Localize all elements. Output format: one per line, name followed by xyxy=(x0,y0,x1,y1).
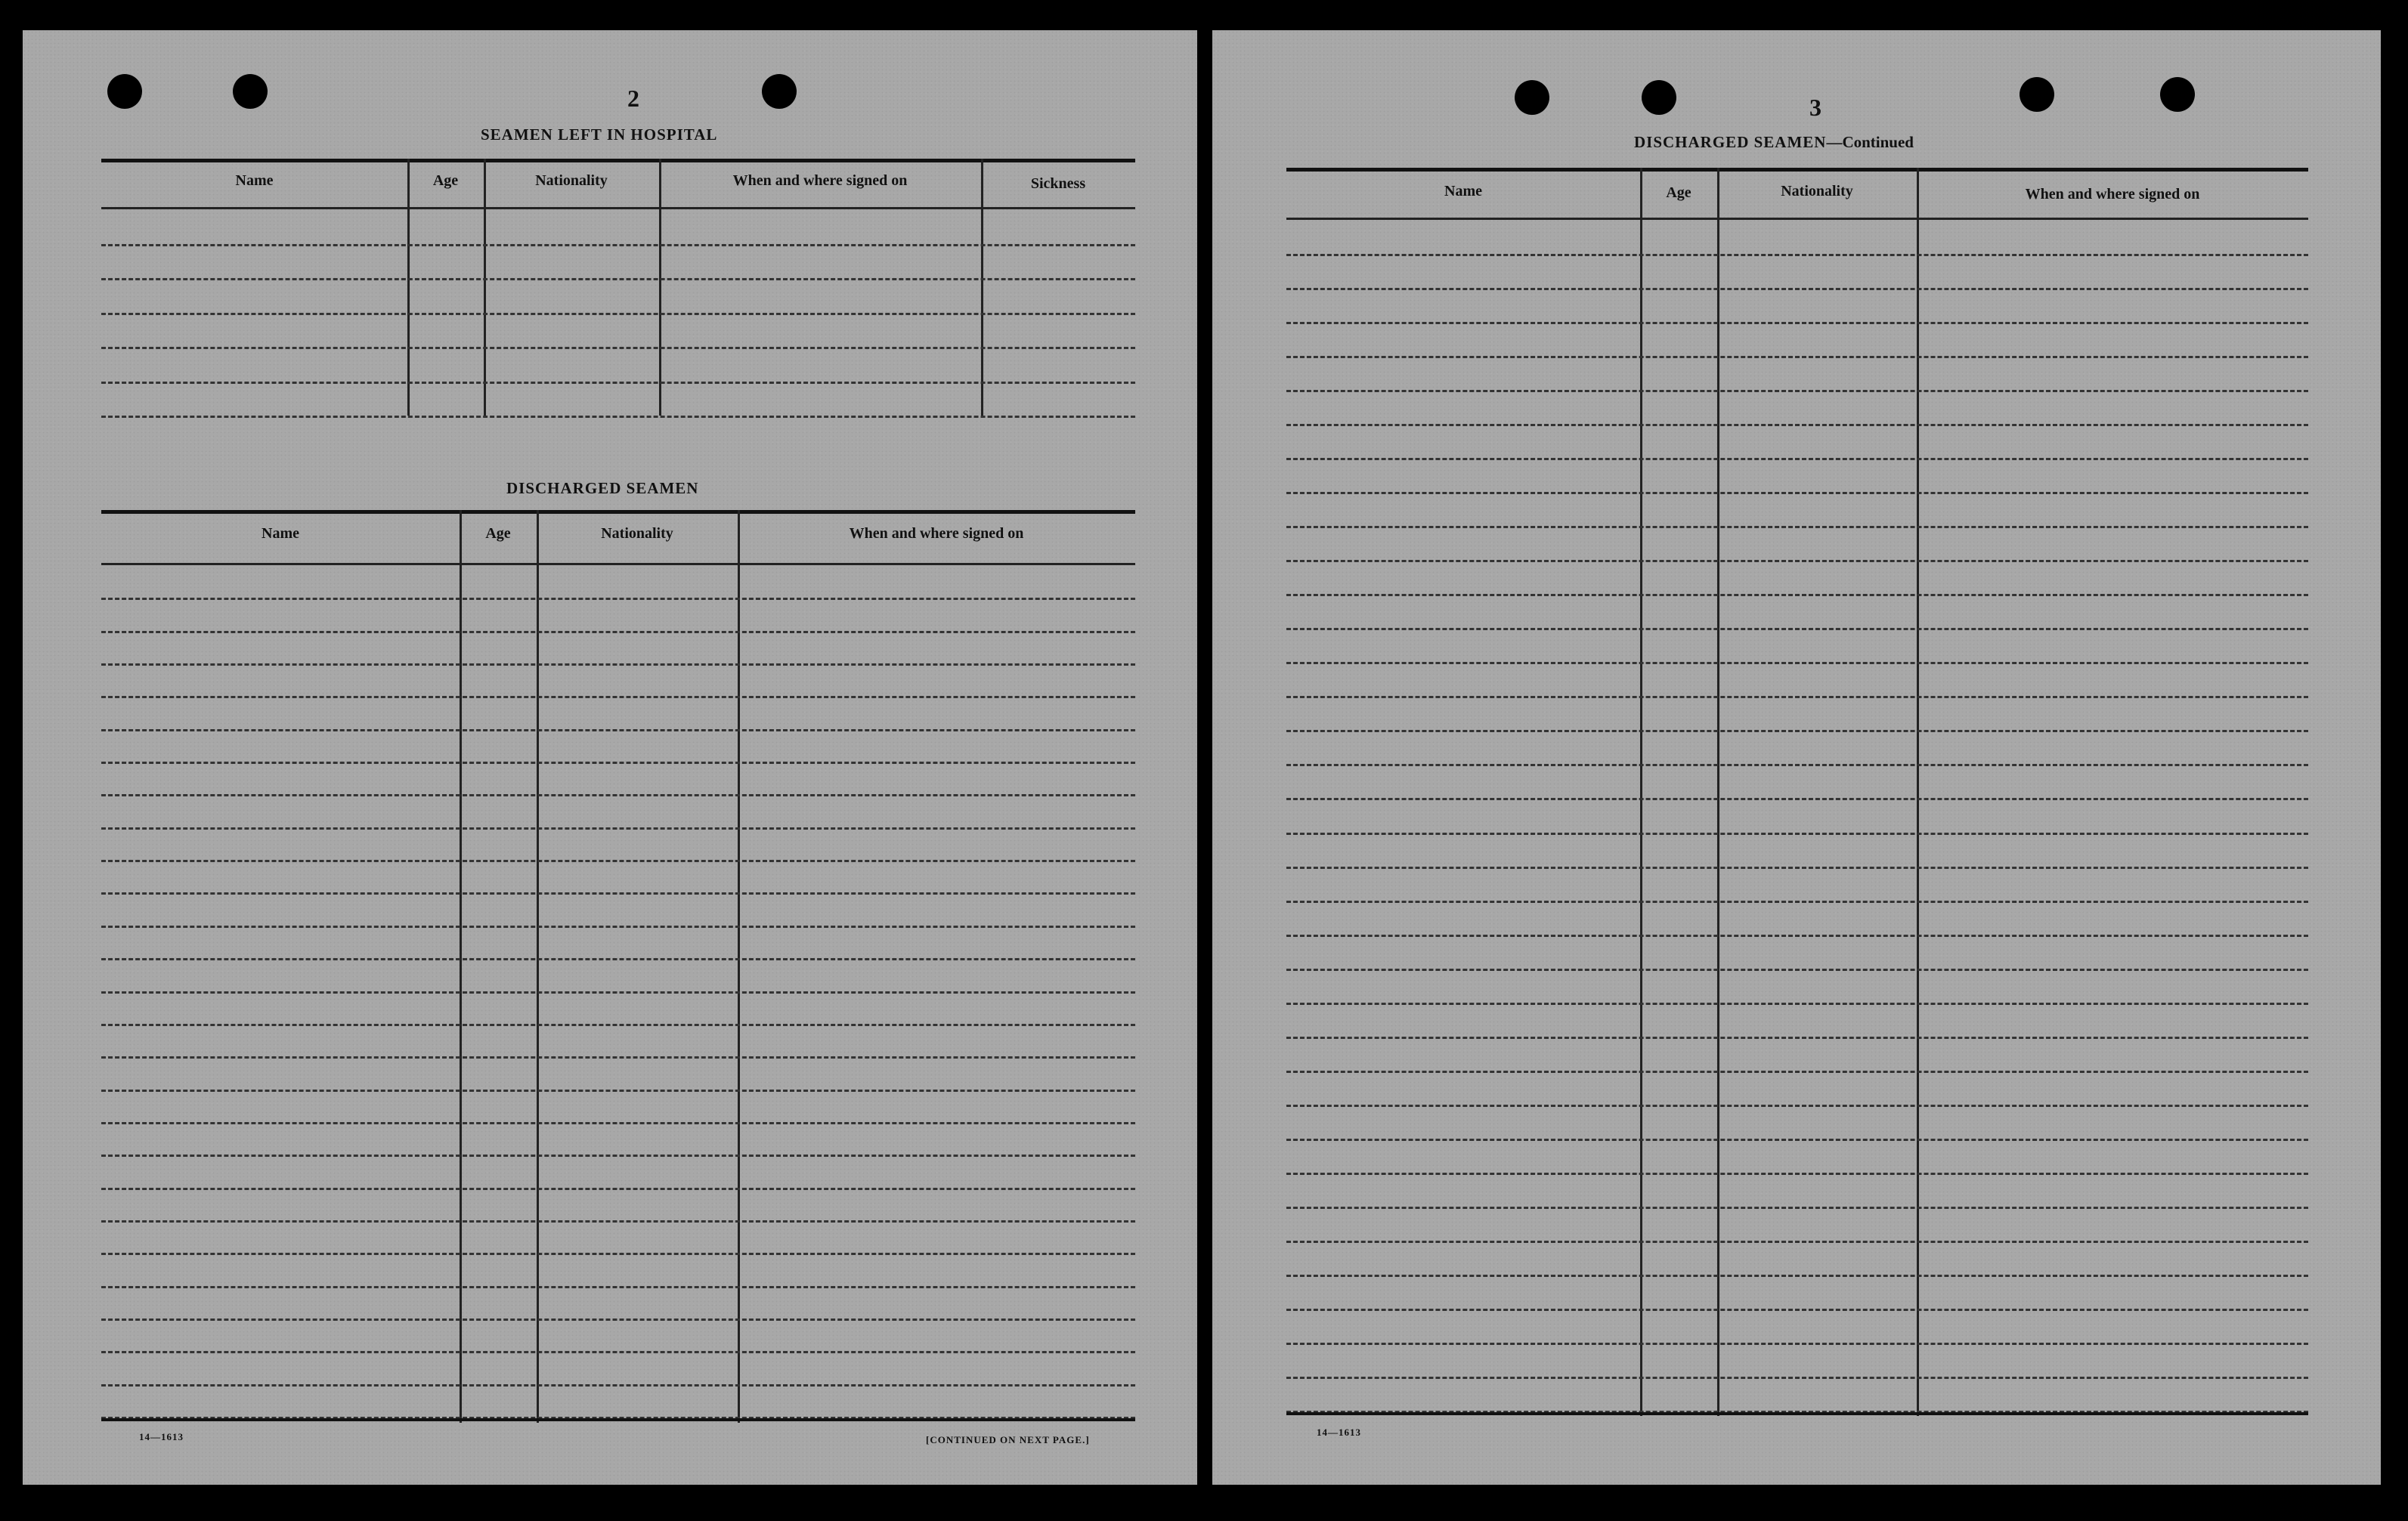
table-row xyxy=(1286,356,2308,358)
table-row xyxy=(101,1024,1135,1026)
table-row xyxy=(1286,560,2308,562)
table-row xyxy=(101,1286,1135,1288)
table-row xyxy=(1286,1275,2308,1277)
punch-hole xyxy=(1515,80,1549,115)
continued-note: [CONTINUED ON NEXT PAGE.] xyxy=(926,1434,1090,1445)
column-header-sickness: Sickness xyxy=(1030,175,1086,192)
table-row xyxy=(1286,424,2308,426)
table-row xyxy=(1286,628,2308,630)
column-divider xyxy=(1917,168,1919,1416)
table-row xyxy=(101,1056,1135,1059)
table-top-rule xyxy=(101,159,1135,162)
discharged-section-title: DISCHARGED SEAMEN xyxy=(506,479,699,497)
table-row xyxy=(1286,867,2308,869)
table-row xyxy=(1286,764,2308,766)
table-row xyxy=(1286,935,2308,937)
table-row xyxy=(101,926,1135,928)
table-row xyxy=(101,278,1135,280)
table-row xyxy=(1286,1037,2308,1039)
table-row xyxy=(101,762,1135,764)
table-row xyxy=(101,631,1135,633)
table-row xyxy=(101,1155,1135,1157)
page-number: 2 xyxy=(627,85,639,112)
table-row xyxy=(101,991,1135,994)
column-header-signed-on: When and where signed on xyxy=(849,525,1024,542)
header-rule xyxy=(101,207,1135,209)
column-header-name: Name xyxy=(262,525,299,542)
table-row xyxy=(1286,1309,2308,1311)
table-row xyxy=(101,794,1135,796)
punch-hole xyxy=(2020,77,2054,112)
punch-hole xyxy=(107,74,142,109)
table-row xyxy=(101,892,1135,895)
table-row xyxy=(1286,390,2308,392)
table-row xyxy=(1286,696,2308,698)
left-page xyxy=(23,30,1197,1485)
table-row xyxy=(1286,662,2308,664)
punch-hole xyxy=(233,74,268,109)
table-row xyxy=(1286,526,2308,528)
column-header-name: Name xyxy=(1444,183,1482,199)
page-number: 3 xyxy=(1809,94,1821,121)
table-row xyxy=(101,1384,1135,1387)
table-row xyxy=(101,1351,1135,1353)
title-text: DISCHARGED SEAMEN xyxy=(1634,133,1827,151)
table-row xyxy=(1286,1377,2308,1379)
table-row xyxy=(1286,798,2308,800)
table-row xyxy=(101,347,1135,349)
right-page xyxy=(1212,30,2381,1485)
table-row xyxy=(101,1122,1135,1124)
table-row xyxy=(101,860,1135,862)
discharged-seamen-table xyxy=(101,510,1135,1428)
table-row xyxy=(101,382,1135,384)
table-row xyxy=(101,416,1135,418)
column-header-signed-on: When and where signed on xyxy=(732,172,908,189)
punch-hole xyxy=(2160,77,2195,112)
table-row xyxy=(101,1253,1135,1255)
column-header-age: Age xyxy=(432,172,459,189)
table-row xyxy=(101,827,1135,830)
table-row xyxy=(101,1090,1135,1092)
column-divider xyxy=(1640,168,1642,1416)
title-suffix: —Continued xyxy=(1826,133,1914,151)
table-row xyxy=(101,696,1135,698)
table-row xyxy=(1286,254,2308,256)
table-row xyxy=(1286,1207,2308,1209)
table-row xyxy=(101,598,1135,600)
table-row xyxy=(101,1188,1135,1190)
table-row xyxy=(1286,492,2308,494)
table-row xyxy=(1286,1003,2308,1005)
discharged-continued-title xyxy=(1634,133,1914,152)
table-row xyxy=(101,1319,1135,1321)
table-row xyxy=(1286,288,2308,290)
header-rule xyxy=(101,563,1135,565)
column-header-age: Age xyxy=(485,525,511,542)
punch-hole xyxy=(762,74,797,109)
table-row xyxy=(1286,1139,2308,1141)
column-header-nationality: Nationality xyxy=(601,525,673,542)
discharged-seamen-continued-table xyxy=(1286,168,2308,1422)
table-row xyxy=(1286,1071,2308,1073)
table-row xyxy=(1286,1241,2308,1243)
column-header-name: Name xyxy=(235,172,274,189)
table-row xyxy=(1286,594,2308,596)
table-row xyxy=(1286,1105,2308,1107)
table-row xyxy=(1286,1343,2308,1345)
table-row xyxy=(101,244,1135,246)
table-row xyxy=(101,663,1135,666)
form-code: 14—1613 xyxy=(139,1431,184,1442)
table-top-rule xyxy=(1286,168,2308,172)
column-divider xyxy=(407,159,410,416)
hospital-section-title: SEAMEN LEFT IN HOSPITAL xyxy=(481,125,718,144)
column-divider xyxy=(1717,168,1719,1416)
column-divider xyxy=(659,159,661,416)
table-row xyxy=(1286,1173,2308,1175)
table-row xyxy=(101,1220,1135,1223)
table-row xyxy=(1286,730,2308,732)
column-header-nationality: Nationality xyxy=(535,172,608,189)
table-row xyxy=(1286,833,2308,835)
punch-hole xyxy=(1642,80,1676,115)
table-row xyxy=(101,958,1135,960)
table-row xyxy=(101,729,1135,731)
table-row xyxy=(1286,901,2308,903)
table-row xyxy=(1286,458,2308,460)
hospital-table xyxy=(101,159,1135,457)
header-rule xyxy=(1286,218,2308,220)
table-bottom-rule xyxy=(1286,1412,2308,1415)
table-row xyxy=(1286,969,2308,971)
table-row xyxy=(1286,322,2308,324)
column-header-nationality: Nationality xyxy=(1781,183,1853,199)
column-header-age: Age xyxy=(1666,184,1691,201)
table-bottom-rule xyxy=(101,1418,1135,1421)
form-code: 14—1613 xyxy=(1317,1427,1361,1438)
column-header-signed-on: When and where signed on xyxy=(2025,186,2200,202)
column-divider xyxy=(484,159,486,416)
column-divider xyxy=(981,159,983,416)
table-row xyxy=(101,313,1135,315)
table-top-rule xyxy=(101,510,1135,514)
